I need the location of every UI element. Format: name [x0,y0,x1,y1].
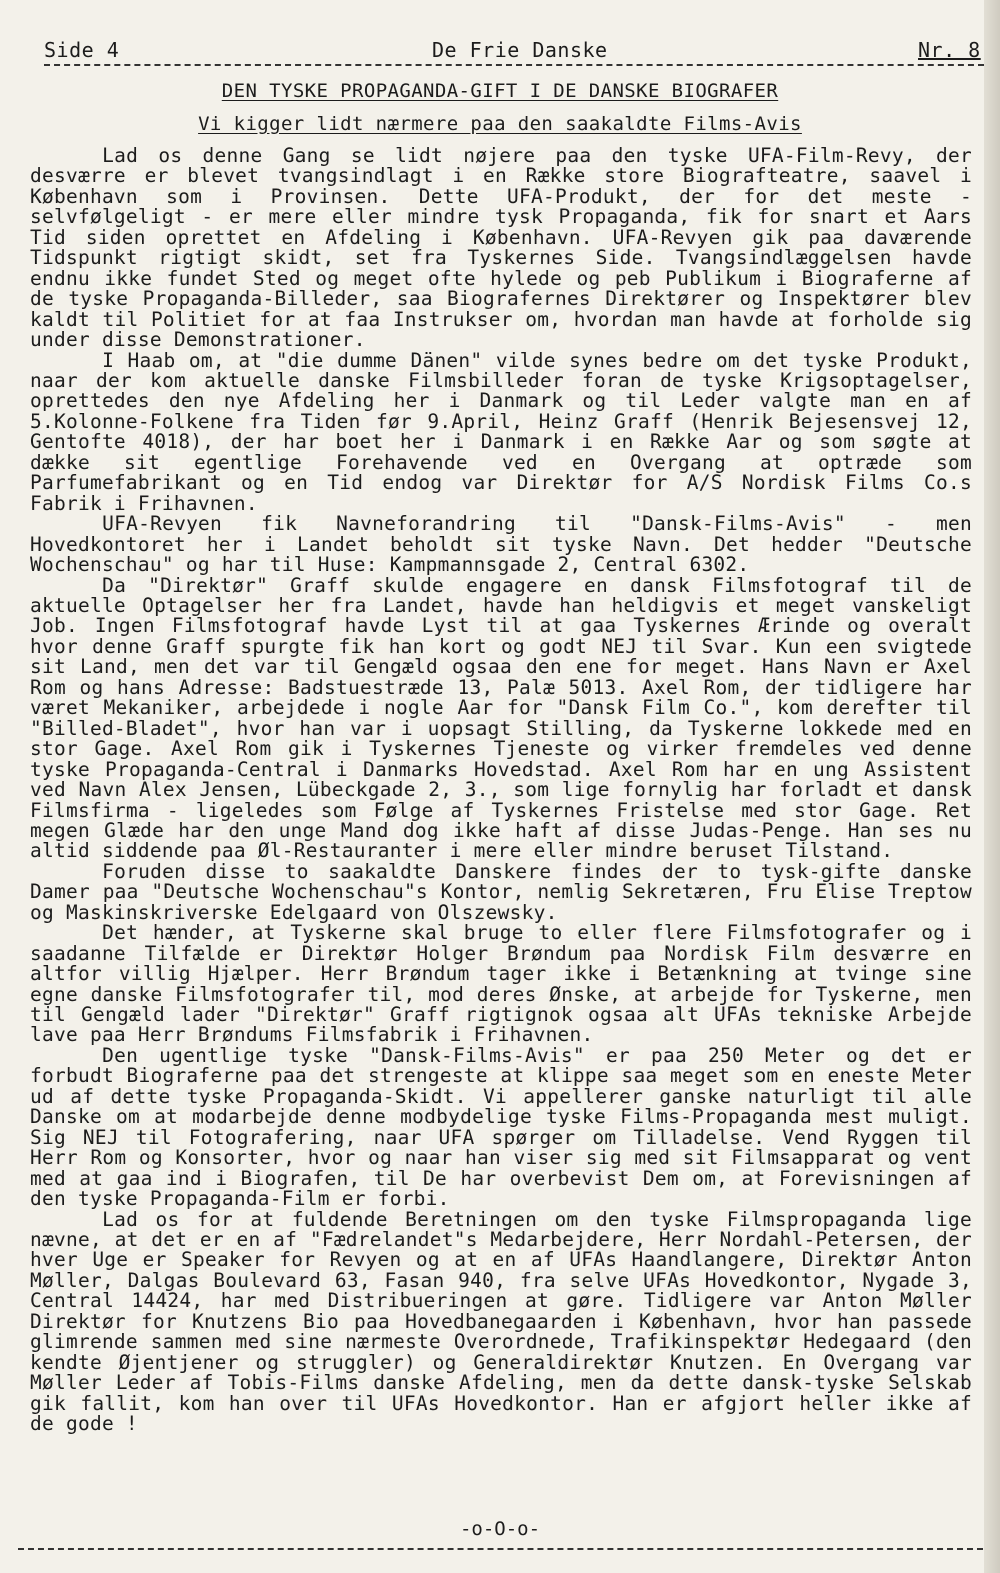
paragraph: Lad os denne Gang se lidt nøjere paa den tyske UFA-Film-Revy, der desværre er blevet tvangsindlagt i en Række store Biografteatre, saavel i København som i Provinsen. Dette UFA-Produkt, der for det meste - selvfølgeligt - er mere eller mindre tysk Propaganda, fik for snart et Aars Tid siden oprettet en Afdeling i København. UFA-Revyen gik paa daværende Tidspunkt rigtigt skidt, set fra Tyskernes Side. Tvangsindlæggelsen havde endnu ikke fundet Sted og meget ofte hylede og peb Publikum i Biograferne af de tyske Propaganda-Billeder, saa Biografernes Direktører og Inspektører blev kaldt til Politiet for at faa Instrukser om, hvordan man havde at forholde sig under disse Demonstrationer. [30,144,972,352]
paragraph: Foruden disse to saakaldte Danskere findes der to tysk-gifte danske Damer paa "Deutsche Wochenschau"s Kontor, nemlig Sekretæren, Fru Elise Treptow og Maskinskriverske Edelgaard von Olszewsky. [30,859,972,924]
paragraph: Det hænder, at Tyskerne skal bruge to eller flere Filmsfotografer og i saadanne Tilfælde er Direktør Holger Brøndum paa Nordisk Film desværre en altfor villig Hjælper. Herr Brøndum tager ikke i Betænkning at tvinge sine egne danske Filmsfotografer til, mod deres Ønske, at arbejde for Tyskerne, men til Gengæld lader "Direktør" Graff rigtignok ogsaa alt UFAs tekniske Arbejde lave paa Herr Brøndums Filmsfabrik i Frihavnen. [30,921,972,1047]
section-separator: -o-O-o- [459,1518,541,1540]
footer-divider [18,1548,983,1550]
article-title: DEN TYSKE PROPAGANDA-GIFT I DE DANSKE BIOGRAFER [221,80,779,102]
page-number: Side 4 [44,38,120,62]
paragraph: I Haab om, at "die dumme Dänen" vilde synes bedre om det tyske Produkt, naar der kom aktuelle danske Filmsbilleder foran de tyske Krigsoptagelser, oprettedes den nye Afdeling her i Danmark og til Leder valgte man en af 5.Kolonne-Folkene fra Tiden før 9.April, Heinz Graff (Henrik Bejesensvej 12, Gentofte 4018), der har boet her i Danmark i en Række Aar og som søgte at dække sit egentlige Forehavende ved en Overgang at optræde som Parfumefabrikant og en Tid endog var Direktør for A/S Nordisk Films Co.s Fabrik i Frihavnen. [30,348,972,515]
article-subtitle: Vi kigger lidt nærmere paa den saakaldte Films-Avis [198,113,802,135]
paragraph: Lad os for at fuldende Beretningen om den tyske Filmspropaganda lige nævne, at det er en af "Fædrelandet"s Medarbejdere, Herr Nordahl-Petersen, der hver Uge er Speaker for Revyen og at en af UFAs Haandlangere, Direktør Anton Møller, Dalgas Boulevard 63, Fasan 940, fra selve UFAs Hovedkontor, Nygade 3, Central 14424, har med Distribueringen at gøre. Tidligere var Anton Møller Direktør for Knutzens Bio paa Hovedbanegaarden i København, hvor han passede glimrende sammen med sine nærmeste Overordnede, Trafikinspektør Hedegaard (den kendte Øjentjener og struggler) og Generaldirektør Knutzen. En Overgang var Møller Leder af Tobis-Films danske Afdeling, men da dette dansk-tyske Selskab gik fallit, kom han over til UFAs Hovedkontor. Han er afgjort heller ikke af de gode ! [30,1207,972,1436]
issue-number: Nr. 8 [918,38,981,62]
article-body [30,146,972,1435]
paragraph: Da "Direktør" Graff skulde engagere en dansk Filmsfotograf til de aktuelle Optagelser her fra Landet, havde han heldigvis et meget vanskeligt Job. Ingen Filmsfotograf havde Lyst til at gaa Tyskernes Ærinde og overalt hvor denne Graff spurgte fik han kort og godt NEJ til Svar. Kun een svigtede sit Land, men det var til Gengæld ogsaa den ene for meget. Hans Navn er Axel Rom og hans Adresse: Badstuestræde 13, Palæ 5013. Axel Rom, der tidligere har været Mekaniker, arbejdede i nogle Aar for "Dansk Film Co.", kom derefter til "Billed-Bladet", hvor han var i uopsagt Stilling, da Tyskerne lokkede med en stor Gage. Axel Rom gik i Tyskernes Tjeneste og virker fremdeles ved denne tyske Propaganda-Central i Danmarks Hovedstad. Axel Rom har en ung Assistent ved Navn Alex Jensen, Lübeckgade 2, 3., som lige fornylig har forladt et dansk Filmsfirma - ligeledes som Følge af Tyskernes Fristelse med stor Gage. Ret megen Glæde har den unge Mand dog ikke haft af disse Judas-Penge. Han ses nu altid siddende paa Øl-Restauranter i mere eller mindre beruset Tilstand. [30,573,972,863]
page-edge [984,0,1000,1573]
paragraph: Den ugentlige tyske "Dansk-Films-Avis" er paa 250 Meter og det er forbudt Biograferne paa det strengeste at klippe saa meget som en eneste Meter ud af dette tyske Propaganda-Skidt. Vi appellerer ganske naturligt til alle Danske om at modarbejde denne modbydelige tyske Films-Propaganda mest muligt. Sig NEJ til Fotografering, naar UFA spørger om Tilladelse. Vend Ryggen til Herr Rom og Konsorter, hvor og naar han viser sig med sit Filmsapparat og vent med at gaa ind i Biografen, til De har overbevist Dem om, at Forevisningen af den tyske Propaganda-Film er forbi. [30,1043,972,1211]
paragraph: UFA-Revyen fik Navneforandring til "Dansk-Films-Avis" - men Hovedkontoret her i Landet beholdt sit tyske Navn. Det hedder "Deutsche Wochenschau" og har til Huse: Kampmannsgade 2, Central 6302. [30,512,972,577]
publication-name: De Frie Danske [432,38,608,62]
header-divider [44,64,984,66]
